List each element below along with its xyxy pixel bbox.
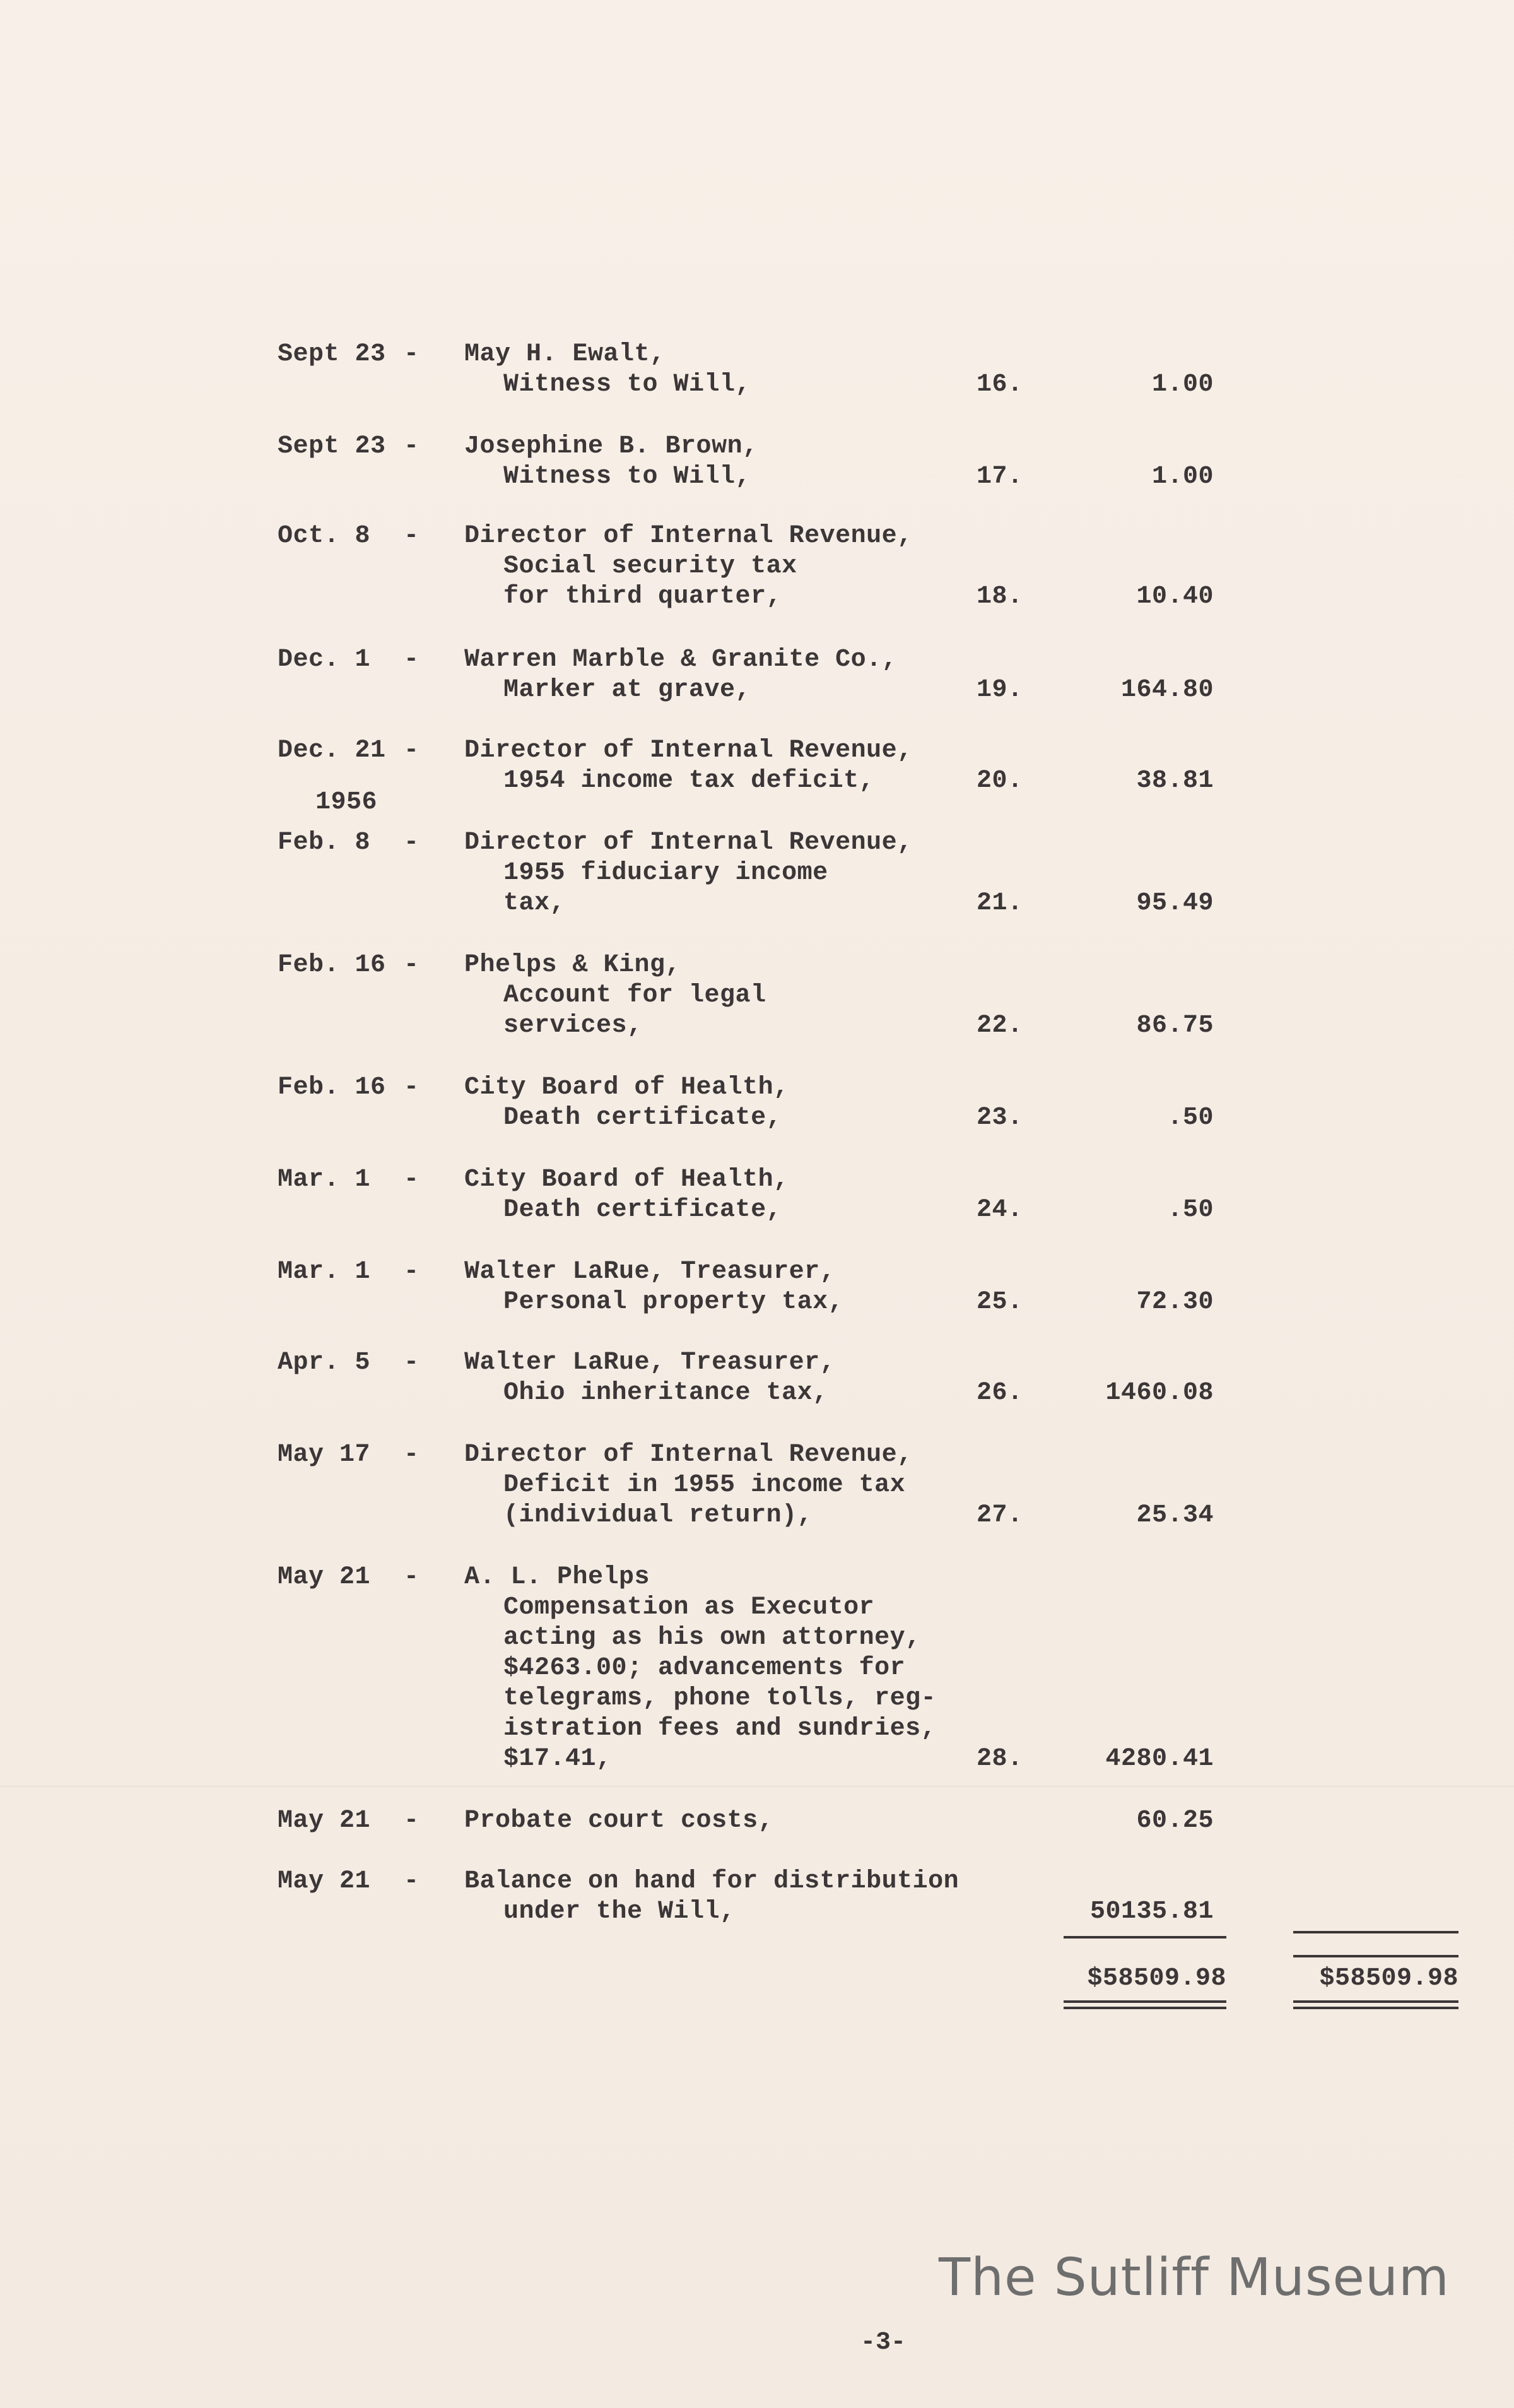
entry-dash: - [404,951,420,979]
right-column-rule [1293,1931,1458,1933]
entry-amount: 4280.41 [1105,1745,1214,1773]
entry-dash: - [404,522,420,550]
entry-description: Compensation as Executor [503,1593,875,1622]
amount-underline [1064,1936,1226,1939]
entry-voucher-number: 27. [977,1501,1023,1530]
entry-date: Sept 23 [278,432,386,461]
entry-dash: - [404,1166,420,1194]
entry-amount: 164.80 [1120,676,1214,704]
entry-dash: - [404,1441,420,1469]
entry-date: Mar. 1 [278,1166,371,1194]
entry-description: acting as his own attorney, [503,1624,921,1652]
entry-voucher-number: 24. [977,1196,1023,1224]
entry-date: May 21 [278,1867,371,1896]
entry-payee: A. L. Phelps [464,1563,650,1591]
year-heading: 1956 [315,788,378,817]
entry-date: Feb. 8 [278,829,371,857]
entry-voucher-number: 26. [977,1379,1023,1407]
entry-date: Sept 23 [278,340,386,369]
total-left: $58509.98 [1087,1964,1226,1993]
entry-description: Witness to Will, [503,463,751,491]
entry-description: Account for legal [503,981,766,1010]
entry-payee: Josephine B. Brown, [464,432,758,461]
entry-amount: .50 [1167,1104,1214,1132]
entry-dash: - [404,1867,420,1896]
entry-amount: 1.00 [1151,370,1214,399]
entry-description: Deficit in 1955 income tax [503,1471,906,1499]
museum-watermark: The Sutliff Museum [939,2248,1450,2308]
entry-dash: - [404,736,420,765]
entry-description: $17.41, [503,1745,612,1773]
entry-date: Apr. 5 [278,1349,371,1377]
entry-payee: Director of Internal Revenue, [464,829,913,857]
entry-description: for third quarter, [503,582,782,611]
entry-amount: 1460.08 [1105,1379,1214,1407]
right-column-rule-2 [1293,1955,1458,1957]
entry-amount: 1.00 [1151,463,1214,491]
entry-dash: - [404,646,420,674]
total-left-double-rule-bottom [1064,2007,1226,2009]
entry-description: $4263.00; advancements for [503,1654,906,1682]
entry-dash: - [404,829,420,857]
entry-dash: - [404,432,420,461]
entry-description: Death certificate, [503,1196,782,1224]
entry-amount: 25.34 [1136,1501,1214,1530]
entry-payee: City Board of Health, [464,1073,789,1102]
entry-dash: - [404,1073,420,1102]
entry-payee: Director of Internal Revenue, [464,522,913,550]
total-right-double-rule-top [1293,2000,1458,2003]
entry-amount: 10.40 [1136,582,1214,611]
total-right-double-rule-bottom [1293,2007,1458,2009]
entry-voucher-number: 19. [977,676,1023,704]
entry-description: 1955 fiduciary income [503,859,828,887]
entry-amount: .50 [1167,1196,1214,1224]
entry-description: Death certificate, [503,1104,782,1132]
entry-dash: - [404,1807,420,1835]
entry-date: Mar. 1 [278,1258,371,1286]
entry-description: 1954 income tax deficit, [503,767,875,795]
entry-payee: Probate court costs, [464,1807,774,1835]
entry-voucher-number: 17. [977,463,1023,491]
entry-voucher-number: 20. [977,767,1023,795]
entry-payee: Walter LaRue, Treasurer, [464,1349,836,1377]
entry-payee: Walter LaRue, Treasurer, [464,1258,836,1286]
entry-date: Feb. 16 [278,1073,386,1102]
entry-dash: - [404,1258,420,1286]
entry-description: istration fees and sundries, [503,1715,937,1743]
entry-dash: - [404,340,420,369]
entry-amount: 38.81 [1136,767,1214,795]
entry-payee: City Board of Health, [464,1166,789,1194]
entry-payee: Director of Internal Revenue, [464,1441,913,1469]
total-left-double-rule-top [1064,2000,1226,2003]
entry-description: tax, [503,889,566,918]
entry-voucher-number: 22. [977,1012,1023,1040]
entry-date: Feb. 16 [278,951,386,979]
entry-dash: - [404,1349,420,1377]
entry-payee: Director of Internal Revenue, [464,736,913,765]
entry-description: telegrams, phone tolls, reg- [503,1684,937,1713]
entry-dash: - [404,1563,420,1591]
entry-voucher-number: 21. [977,889,1023,918]
entry-voucher-number: 25. [977,1288,1023,1316]
entry-description: (individual return), [503,1501,813,1530]
entry-payee: May H. Ewalt, [464,340,666,369]
entry-description: Marker at grave, [503,676,751,704]
entry-payee: Phelps & King, [464,951,681,979]
entry-voucher-number: 23. [977,1104,1023,1132]
page-number: -3- [860,2328,907,2357]
entry-payee: Balance on hand for distribution [464,1867,959,1896]
entry-payee: Warren Marble & Granite Co., [464,646,898,674]
entry-description: under the Will, [503,1897,736,1926]
entry-amount: 86.75 [1136,1012,1214,1040]
entry-date: Oct. 8 [278,522,371,550]
entry-amount: 50135.81 [1089,1897,1214,1926]
entry-date: Dec. 1 [278,646,371,674]
entry-voucher-number: 18. [977,582,1023,611]
entry-date: Dec. 21 [278,736,386,765]
entry-date: May 17 [278,1441,371,1469]
entry-description: Ohio inheritance tax, [503,1379,828,1407]
entry-date: May 21 [278,1807,371,1835]
entry-voucher-number: 28. [977,1745,1023,1773]
entry-date: May 21 [278,1563,371,1591]
entry-description: Personal property tax, [503,1288,844,1316]
entry-amount: 60.25 [1136,1807,1214,1835]
total-right: $58509.98 [1319,1964,1458,1993]
entry-amount: 95.49 [1136,889,1214,918]
entry-voucher-number: 16. [977,370,1023,399]
entry-amount: 72.30 [1136,1288,1214,1316]
entry-description: Social security tax [503,552,797,581]
entry-description: Witness to Will, [503,370,751,399]
entry-description: services, [503,1012,643,1040]
